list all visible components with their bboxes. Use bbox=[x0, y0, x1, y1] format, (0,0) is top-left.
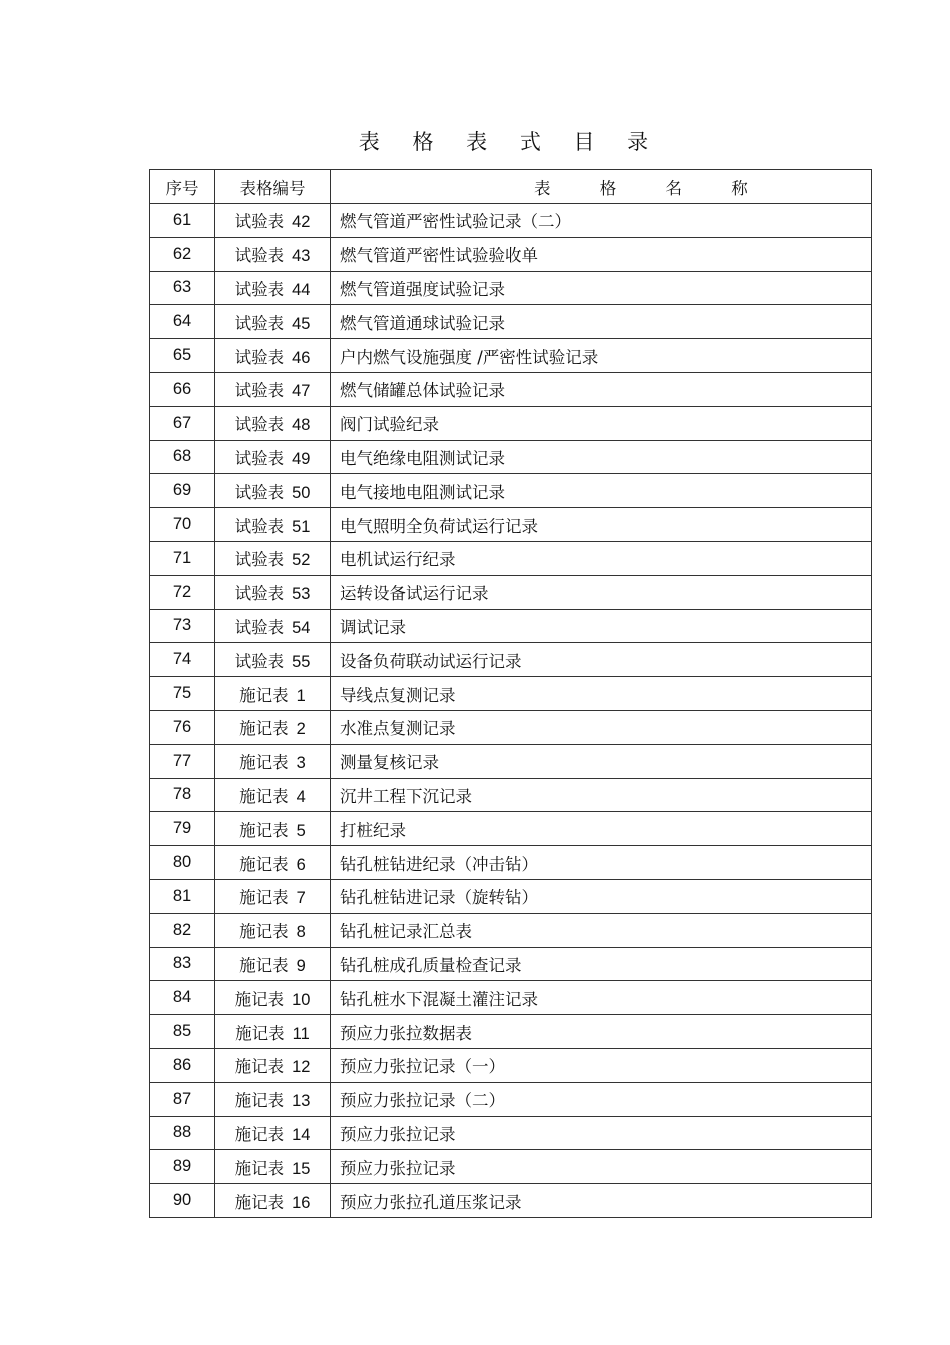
row-form-code bbox=[215, 879, 331, 913]
form-code-prefix: 施记表 bbox=[234, 1057, 285, 1077]
form-code-number: 51 bbox=[292, 517, 311, 536]
row-serial-number: 64 bbox=[150, 305, 215, 339]
table-row bbox=[150, 913, 872, 947]
row-serial-number: 65 bbox=[150, 339, 215, 373]
row-form-code bbox=[215, 339, 331, 373]
row-form-name: 预应力张拉数据表 bbox=[331, 1015, 872, 1049]
form-code-prefix: 施记表 bbox=[239, 955, 289, 975]
form-code-number: 8 bbox=[296, 923, 306, 942]
row-form-code bbox=[215, 541, 331, 575]
row-serial-number: 73 bbox=[150, 609, 215, 643]
form-code-prefix: 施记表 bbox=[234, 1192, 285, 1212]
form-code-prefix: 施记表 bbox=[239, 888, 289, 908]
row-serial-number: 75 bbox=[150, 677, 215, 711]
row-serial-number: 62 bbox=[150, 237, 215, 271]
row-serial-number: 77 bbox=[150, 744, 215, 778]
row-form-name: 预应力张拉孔道压浆记录 bbox=[331, 1184, 872, 1218]
row-form-name: 燃气管道强度试验记录 bbox=[331, 271, 872, 305]
form-code-prefix: 施记表 bbox=[239, 854, 289, 874]
form-code-number: 50 bbox=[292, 483, 311, 502]
row-serial-number: 61 bbox=[150, 204, 215, 238]
form-code-prefix: 施记表 bbox=[234, 989, 285, 1009]
form-code-prefix: 施记表 bbox=[239, 922, 289, 942]
row-form-name: 户内燃气设施强度 /严密性试验记录 bbox=[331, 339, 872, 373]
form-code-number: 53 bbox=[292, 585, 311, 604]
row-serial-number: 90 bbox=[150, 1184, 215, 1218]
row-form-name: 设备负荷联动试运行记录 bbox=[331, 643, 872, 677]
form-code-number: 54 bbox=[292, 618, 311, 637]
form-code-number: 13 bbox=[292, 1092, 311, 1111]
row-serial-number: 69 bbox=[150, 474, 215, 508]
row-form-code bbox=[215, 204, 331, 238]
row-form-code bbox=[215, 609, 331, 643]
form-code-prefix: 施记表 bbox=[235, 1023, 285, 1043]
form-code-number: 2 bbox=[296, 720, 306, 739]
form-code-prefix: 施记表 bbox=[234, 1091, 285, 1111]
form-code-number: 14 bbox=[292, 1125, 311, 1144]
row-form-name: 钻孔桩记录汇总表 bbox=[331, 913, 872, 947]
form-code-prefix: 试验表 bbox=[234, 448, 285, 468]
row-form-code bbox=[215, 778, 331, 812]
form-code-number: 43 bbox=[292, 247, 311, 266]
form-code-prefix: 施记表 bbox=[239, 685, 289, 705]
row-form-code bbox=[215, 440, 331, 474]
header-form-code: 表格编号 bbox=[215, 170, 331, 204]
row-form-code bbox=[215, 1082, 331, 1116]
row-form-name: 钻孔桩成孔质量检查记录 bbox=[331, 947, 872, 981]
row-serial-number: 86 bbox=[150, 1048, 215, 1082]
row-form-name: 导线点复测记录 bbox=[331, 677, 872, 711]
table-row bbox=[150, 981, 872, 1015]
row-serial-number: 78 bbox=[150, 778, 215, 812]
form-code-number: 1 bbox=[296, 686, 306, 705]
form-code-prefix: 试验表 bbox=[234, 381, 285, 401]
row-form-name: 燃气储罐总体试验记录 bbox=[331, 372, 872, 406]
row-form-code bbox=[215, 947, 331, 981]
row-form-name: 钻孔桩水下混凝土灌注记录 bbox=[331, 981, 872, 1015]
row-serial-number: 88 bbox=[150, 1116, 215, 1150]
row-serial-number: 74 bbox=[150, 643, 215, 677]
table-row bbox=[150, 575, 872, 609]
form-code-number: 44 bbox=[292, 280, 311, 299]
form-code-number: 7 bbox=[296, 889, 306, 908]
table-row bbox=[150, 778, 872, 812]
table-row bbox=[150, 508, 872, 542]
form-code-prefix: 施记表 bbox=[234, 1124, 285, 1144]
row-serial-number: 63 bbox=[150, 271, 215, 305]
row-form-name: 燃气管道严密性试验记录（二） bbox=[331, 204, 872, 238]
row-serial-number: 76 bbox=[150, 710, 215, 744]
table-row bbox=[150, 474, 872, 508]
form-code-number: 4 bbox=[296, 787, 306, 806]
form-code-number: 6 bbox=[296, 855, 306, 874]
row-serial-number: 66 bbox=[150, 372, 215, 406]
table-row bbox=[150, 812, 872, 846]
form-code-prefix: 试验表 bbox=[234, 482, 285, 502]
table-row bbox=[150, 947, 872, 981]
table-row bbox=[150, 204, 872, 238]
form-code-prefix: 试验表 bbox=[234, 279, 285, 299]
row-serial-number: 68 bbox=[150, 440, 215, 474]
form-index-table bbox=[149, 169, 872, 1218]
table-row bbox=[150, 237, 872, 271]
table-body bbox=[150, 204, 872, 1218]
row-form-name: 水准点复测记录 bbox=[331, 710, 872, 744]
form-code-prefix: 试验表 bbox=[234, 550, 285, 570]
page-title: 表 格 表 式 目 录 bbox=[358, 130, 662, 154]
row-form-name: 燃气管道通球试验记录 bbox=[331, 305, 872, 339]
form-code-number: 16 bbox=[292, 1193, 311, 1212]
form-code-prefix: 施记表 bbox=[239, 719, 289, 739]
row-form-code bbox=[215, 575, 331, 609]
row-form-name: 沉井工程下沉记录 bbox=[331, 778, 872, 812]
row-form-code bbox=[215, 710, 331, 744]
row-form-name: 测量复核记录 bbox=[331, 744, 872, 778]
table-row bbox=[150, 271, 872, 305]
row-form-name: 预应力张拉记录（一） bbox=[331, 1048, 872, 1082]
row-serial-number: 70 bbox=[150, 508, 215, 542]
row-serial-number: 89 bbox=[150, 1150, 215, 1184]
form-code-prefix: 试验表 bbox=[234, 584, 285, 604]
table-row bbox=[150, 541, 872, 575]
form-code-prefix: 试验表 bbox=[234, 415, 285, 435]
row-form-code bbox=[215, 913, 331, 947]
table-row bbox=[150, 744, 872, 778]
form-code-number: 52 bbox=[292, 551, 311, 570]
table-row bbox=[150, 406, 872, 440]
form-code-prefix: 试验表 bbox=[234, 212, 285, 232]
form-code-number: 15 bbox=[292, 1159, 311, 1178]
row-form-name: 预应力张拉记录 bbox=[331, 1116, 872, 1150]
row-form-name: 燃气管道严密性试验验收单 bbox=[331, 237, 872, 271]
row-form-name: 打桩纪录 bbox=[331, 812, 872, 846]
table-row bbox=[150, 710, 872, 744]
form-code-number: 55 bbox=[292, 652, 311, 671]
table-row bbox=[150, 879, 872, 913]
row-form-name: 电气照明全负荷试运行记录 bbox=[331, 508, 872, 542]
form-code-number: 9 bbox=[296, 956, 306, 975]
form-code-number: 47 bbox=[292, 382, 311, 401]
row-form-code bbox=[215, 372, 331, 406]
row-serial-number: 79 bbox=[150, 812, 215, 846]
form-code-number: 42 bbox=[292, 213, 311, 232]
row-form-code bbox=[215, 271, 331, 305]
form-code-prefix: 试验表 bbox=[234, 313, 285, 333]
row-serial-number: 87 bbox=[150, 1082, 215, 1116]
row-form-name: 钻孔桩钻进记录（旋转钻） bbox=[331, 879, 872, 913]
row-form-code bbox=[215, 1048, 331, 1082]
row-form-code bbox=[215, 237, 331, 271]
table-row bbox=[150, 1082, 872, 1116]
row-form-code bbox=[215, 981, 331, 1015]
row-form-name: 电气绝缘电阻测试记录 bbox=[331, 440, 872, 474]
table-row bbox=[150, 1048, 872, 1082]
row-form-name: 预应力张拉记录（二） bbox=[331, 1082, 872, 1116]
form-code-prefix: 试验表 bbox=[234, 246, 285, 266]
form-code-number: 5 bbox=[296, 821, 306, 840]
form-code-prefix: 施记表 bbox=[239, 786, 289, 806]
header-serial-number: 序号 bbox=[150, 170, 215, 204]
row-form-code bbox=[215, 677, 331, 711]
row-serial-number: 85 bbox=[150, 1015, 215, 1049]
row-form-code bbox=[215, 744, 331, 778]
table-row bbox=[150, 1015, 872, 1049]
form-code-number: 48 bbox=[292, 416, 311, 435]
table-row bbox=[150, 643, 872, 677]
row-form-code bbox=[215, 406, 331, 440]
table-row bbox=[150, 1184, 872, 1218]
form-code-number: 49 bbox=[292, 449, 311, 468]
row-form-code bbox=[215, 508, 331, 542]
row-form-name: 钻孔桩钻进纪录（冲击钻） bbox=[331, 846, 872, 880]
table-row bbox=[150, 440, 872, 474]
row-form-code bbox=[215, 1116, 331, 1150]
form-code-number: 3 bbox=[296, 754, 306, 773]
row-serial-number: 67 bbox=[150, 406, 215, 440]
table-row bbox=[150, 677, 872, 711]
table-row bbox=[150, 339, 872, 373]
row-form-name: 电气接地电阻测试记录 bbox=[331, 474, 872, 508]
row-form-code bbox=[215, 305, 331, 339]
table-row bbox=[150, 609, 872, 643]
form-code-prefix: 试验表 bbox=[234, 617, 285, 637]
form-code-prefix: 试验表 bbox=[234, 347, 285, 367]
row-serial-number: 71 bbox=[150, 541, 215, 575]
form-code-prefix: 施记表 bbox=[239, 753, 289, 773]
row-form-code bbox=[215, 474, 331, 508]
row-form-code bbox=[215, 812, 331, 846]
form-code-number: 11 bbox=[292, 1024, 310, 1043]
row-form-code bbox=[215, 1184, 331, 1218]
row-form-code bbox=[215, 643, 331, 677]
row-form-name: 阀门试验纪录 bbox=[331, 406, 872, 440]
row-form-name: 调试记录 bbox=[331, 609, 872, 643]
form-code-number: 12 bbox=[292, 1058, 311, 1077]
form-code-prefix: 试验表 bbox=[234, 516, 285, 536]
row-form-code bbox=[215, 1015, 331, 1049]
row-form-name: 预应力张拉记录 bbox=[331, 1150, 872, 1184]
row-form-name: 电机试运行纪录 bbox=[331, 541, 872, 575]
form-code-prefix: 施记表 bbox=[239, 820, 289, 840]
form-code-number: 45 bbox=[292, 314, 311, 333]
table-row bbox=[150, 846, 872, 880]
header-form-name: 表 格 名 称 bbox=[331, 170, 872, 204]
form-code-prefix: 施记表 bbox=[234, 1158, 285, 1178]
form-code-number: 10 bbox=[292, 990, 311, 1009]
row-form-code bbox=[215, 1150, 331, 1184]
row-serial-number: 83 bbox=[150, 947, 215, 981]
row-serial-number: 84 bbox=[150, 981, 215, 1015]
row-form-code bbox=[215, 846, 331, 880]
row-serial-number: 82 bbox=[150, 913, 215, 947]
form-code-prefix: 试验表 bbox=[234, 651, 285, 671]
table-header-row bbox=[150, 170, 872, 204]
row-form-name: 运转设备试运行记录 bbox=[331, 575, 872, 609]
table-row bbox=[150, 1116, 872, 1150]
table-row bbox=[150, 1150, 872, 1184]
table-row bbox=[150, 305, 872, 339]
row-serial-number: 72 bbox=[150, 575, 215, 609]
table-row bbox=[150, 372, 872, 406]
row-serial-number: 81 bbox=[150, 879, 215, 913]
row-serial-number: 80 bbox=[150, 846, 215, 880]
form-code-number: 46 bbox=[292, 348, 311, 367]
